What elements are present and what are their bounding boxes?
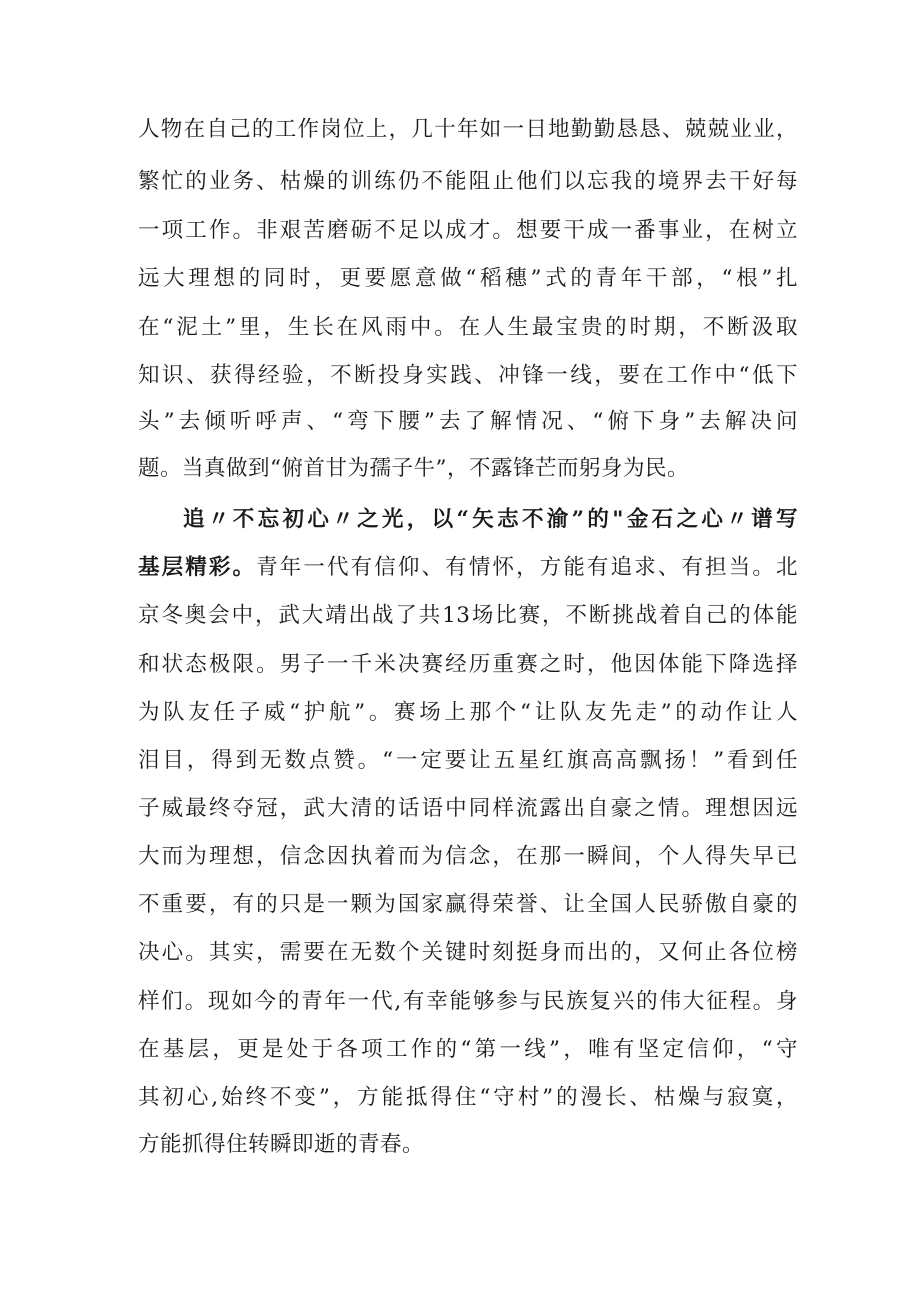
paragraph-2-line: 样们。现如今的青年一代,有幸能够参与民族复兴的伟大征程。身 bbox=[138, 989, 798, 1014]
paragraph-2-line: 泪目，得到无数点赞。“一定要让五星红旗高高飘扬！”看到任 bbox=[138, 748, 798, 773]
paragraph-2-line: 不重要，有的只是一颗为国家赢得荣誉、让全国人民骄傲自豪的 bbox=[138, 892, 798, 917]
paragraph-1-line: 知识、获得经验，不断投身实践、冲锋一线，要在工作中“低下 bbox=[138, 363, 798, 388]
paragraph-2-line bbox=[138, 548, 798, 588]
section-heading: 追〃不忘初心〃之光，以“矢志不渝”的"金石之心〃谱写 bbox=[183, 507, 798, 532]
paragraph-2-line: 大而为理想，信念因执着而为信念，在那一瞬间，个人得失早已 bbox=[138, 844, 798, 869]
paragraph-2-line: 为队友任子威“护航”。赛场上那个“让队友先走”的动作让人 bbox=[138, 700, 798, 725]
paragraph-2-line: 子威最终夺冠，武大清的话语中同样流露出自豪之情。理想因远 bbox=[138, 796, 798, 821]
paragraph-1-line: 题。当真做到“俯首甘为孺子牛”，不露锋芒而躬身为民。 bbox=[138, 456, 689, 481]
paragraph-2-line: 京冬奥会中，武大靖出战了共13场比赛，不断挑战着自己的体能 bbox=[138, 603, 798, 628]
paragraph-2-line: 和状态极限。男子一千米决赛经历重赛之时，他因体能下降选择 bbox=[138, 652, 798, 677]
paragraph-2-line: 在基层，更是处于各项工作的“第一线”，唯有坚定信仰，“守 bbox=[138, 1037, 798, 1062]
paragraph-2-text: 青年一代有信仰、有情怀，方能有追求、有担当。北 bbox=[256, 555, 798, 580]
paragraph-1-line: 繁忙的业务、枯燥的训练仍不能阻止他们以忘我的境界去干好每 bbox=[138, 169, 798, 194]
section-heading-end: 基层精彩。 bbox=[138, 555, 257, 580]
paragraph-1-line: 远大理想的同时，更要愿意做“稻穗”式的青年干部，“根”扎 bbox=[138, 266, 798, 291]
paragraph-2-line: 决心。其实，需要在无数个关键时刻挺身而出的，又何止各位榜 bbox=[138, 940, 798, 965]
paragraph-2-line: 方能抓得住转瞬即逝的青春。 bbox=[138, 1132, 425, 1157]
paragraph-1-line: 在“泥土”里，生长在风雨中。在人生最宝贵的时期，不断汲取 bbox=[138, 315, 798, 340]
paragraph-2-line: 其初心,始终不变”，方能抵得住“守村”的漫长、枯燥与寂寞， bbox=[138, 1085, 798, 1110]
paragraph-1-line: 一项工作。非艰苦磨砺不足以成才。想要干成一番事业，在树立 bbox=[138, 218, 798, 243]
paragraph-1-line: 头”去倾听呼声、“弯下腰”去了解情况、“俯下身”去解决问 bbox=[138, 409, 798, 434]
paragraph-1-line: 人物在自己的工作岗位上，几十年如一日地勤勤恳恳、兢兢业业， bbox=[138, 117, 798, 142]
